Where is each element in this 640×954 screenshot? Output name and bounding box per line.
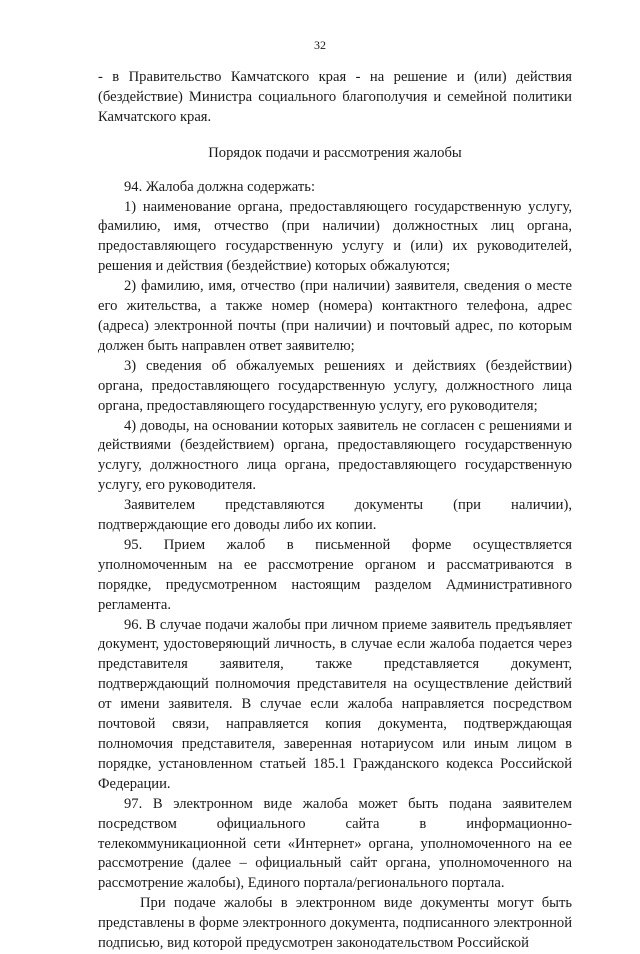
paragraph-94-item-2: 2) фамилию, имя, отчество (при наличии) заявителя, сведения о месте его жительства, а также номер (номера) контактного телефона, адрес (адреса) электронной почты (при наличии) и почтовый адрес, по которым должен быть направлен ответ заявителю;	[98, 278, 572, 354]
paragraph-documents: Заявителем представляются документы (при наличии), подтверждающие его доводы либо их копии.	[98, 497, 572, 534]
paragraph-94-item-1: 1) наименование органа, предоставляющего государственную услугу, фамилию, имя, отчество (при наличии) должностных лиц органа, предоставляющего государственную услугу и (или) их руководителей, решения и действия (бездействие) которых обжалуются;	[98, 198, 572, 275]
intro-paragraph: - в Правительство Камчатского края - на решение и (или) действия (бездействие) Министра социального благополучия и семейной политики Камчатского края.	[98, 69, 572, 125]
document-body	[98, 68, 572, 954]
paragraph-94-item-4: 4) доводы, на основании которых заявитель не согласен с решениями и действиями (бездействием) органа, предоставляющего государственную услугу, должностного лица органа, предоставляющего государственную услугу, его руководителя.	[98, 417, 572, 494]
paragraph-94-item-3: 3) сведения об обжалуемых решениях и действиях (бездействии) органа, предоставляющего государственную услугу, должностного лица органа, предоставляющего государственную услугу, его руководителя;	[98, 357, 572, 414]
paragraph-94: 94. Жалоба должна содержать:	[124, 178, 315, 195]
paragraph-96: 96. В случае подачи жалобы при личном приеме заявитель предъявляет документ, удостоверяющий личность, в случае если жалоба подается через представителя заявителя, также представляется документ, подтверждающий полномочия представителя на осуществление действий от имени заявителя. В случае если жалоба направляется посредством почтовой связи, направляется копия документа, подтверждающая полномочия представителя, заверенная нотариусом или иным лицом в порядке, установленном статьей 185.1 Гражданского кодекса Российской Федерации.	[98, 616, 572, 792]
paragraph-electronic-submission: При подаче жалобы в электронном виде документы могут быть представлены в форме электронного документа, подписанного электронной подписью, вид которой предусмотрен законодательством Российской	[98, 895, 572, 952]
page-number: 32	[314, 38, 326, 52]
paragraph-97: 97. В электронном виде жалоба может быть подана заявителем посредством официального сайта в информационно-телекоммуникационной сети «Интернет» органа, уполномоченного на ее рассмотрение (далее – официальный сайт органа, уполномоченного на рассмотрение жалобы), Единого портала/регионального портала.	[98, 795, 572, 892]
paragraph-95: 95. Прием жалоб в письменной форме осуществляется уполномоченным на ее рассмотрение органом и рассматриваются в порядке, предусмотренном настоящим разделом Административного регламента.	[98, 536, 572, 613]
section-heading: Порядок подачи и рассмотрения жалобы	[208, 144, 462, 161]
